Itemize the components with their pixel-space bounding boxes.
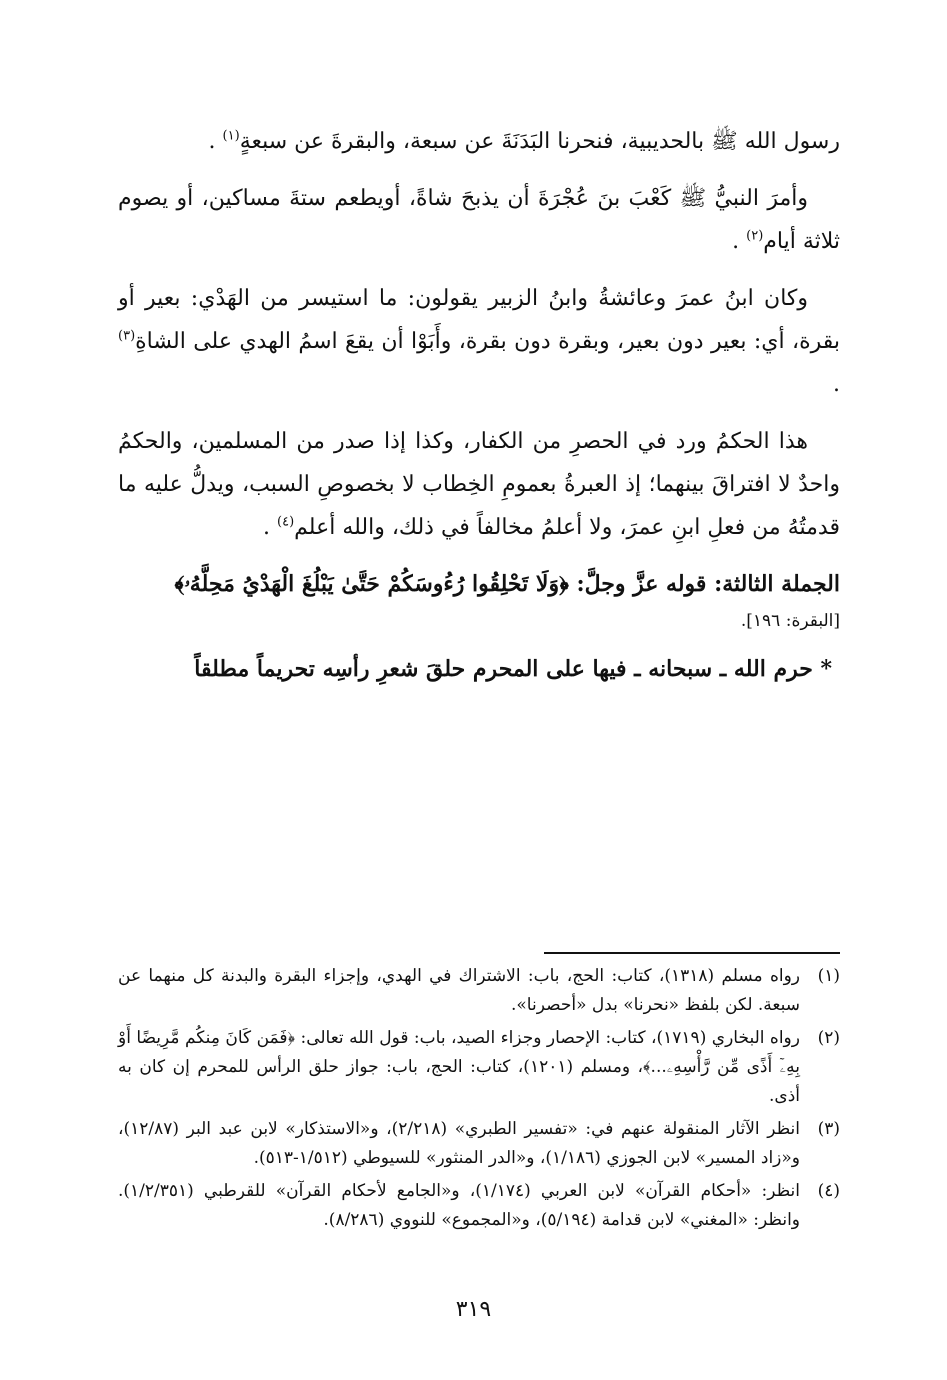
section-heading: الجملة الثالثة: قوله عزَّ وجلَّ: ﴿وَلَا تَحْلِقُوا رُءُوسَكُمْ حَتَّىٰ يَبْلُغَ الْهَدْيُ مَحِلَّهُۥ﴾ [174, 571, 840, 597]
paragraph-3-text: وكان ابنُ عمرَ وعائشةُ وابنُ الزبير يقولون: ما استيسر من الهَدْي: بعير أو بقرة، أي: بعير دون بعير، وبقرة دون بقرة، وأَبَوْا أن يقعَ اسمُ الهدي على الشاةِ [118, 286, 840, 354]
footnote-2 [118, 1024, 840, 1111]
footnote-number: (١) [817, 966, 840, 986]
paragraph-4-text: هذا الحكمُ ورد في الحصرِ من الكفار، وكذا إذا صدر من المسلمين، والحكمُ واحدٌ لا افتراقَ بينهما؛ إذ العبرةُ بعمومِ الخِطاب لا بخصوصِ السبب، ويدلُّ عليه ما قدمتُهُ من فعلِ ابنِ عمرَ، ولا أعلمُ مخالفاً في ذلك، والله أعلم [118, 429, 840, 540]
page-number: ٣١٩ [455, 1297, 492, 1322]
footnote-number: (٤) [817, 1181, 840, 1201]
footnote-text: انظر: «أحكام القرآن» لابن العربي (١/١٧٤)، و«الجامع لأحكام القرآن» للقرطبي (١/٢/٣٥١). وانظر: «المغني» لابن قدامة (٥/١٩٤)، و«المجموع» للنووي (٨/٢٨٦). [118, 1181, 800, 1230]
paragraph-4: هذا الحكمُ ورد في الحصرِ من الكفار، وكذا إذا صدر من المسلمين، والحكمُ واحدٌ لا افتراقَ بينهما؛ إذ العبرةُ بعمومِ الخِطاب لا بخصوصِ السبب، ويدلُّ عليه ما قدمتُهُ من فعلِ ابنِ عمرَ، ولا أعلمُ مخالفاً في ذلك، والله أعلم$^{(٤)}$ . [118, 429, 840, 540]
footnote-text: انظر الآثار المنقولة عنهم في: «تفسير الطبري» (٢/٢١٨)، و«الاستذكار» لابن عبد البر (١٢/٨٧)، و«زاد المسير» لابن الجوزي (١/١٨٦)، و«الدر المنثور» للسيوطي (١/٥١٢-٥١٣). [118, 1119, 800, 1168]
footnote-4 [118, 1177, 840, 1235]
sub-heading: * حرم الله ـ سبحانه ـ فيها على المحرم حلقَ شعرِ رأسِه تحريماً مطلقاً [194, 656, 832, 682]
quran-reference: [البقرة: ١٩٦]. [740, 611, 840, 631]
footnote-ref-2[interactable]: (٢) [746, 228, 764, 244]
footnote-3 [118, 1115, 840, 1173]
footnote-ref-1[interactable]: (١) [222, 128, 240, 144]
footnote-1 [118, 962, 840, 1020]
paragraph-2-text: وأمرَ النبيُّ ﷺ كَعْبَ بنَ عُجْرَةَ أن يذبحَ شاةً، أويطعم ستةَ مساكين، أو يصوم ثلاثة أيام [118, 186, 840, 254]
footnote-separator [544, 952, 840, 954]
footnotes [118, 962, 840, 1239]
footnote-number: (٣) [817, 1119, 840, 1139]
paragraph-1-text: رسول الله ﷺ بالحديبية، فنحرنا البَدَنَةَ عن سبعة، والبقرةَ عن سبعةٍ [239, 129, 840, 154]
footnote-text: رواه مسلم (١٣١٨)، كتاب: الحج، باب: الاشتراك في الهدي، وإجزاء البقرة والبدنة كل منهما عن سبعة. لكن بلفظ «نحرنا» بدل «أحصرنا». [118, 966, 800, 1015]
footnote-text: رواه البخاري (١٧١٩)، كتاب: الإحصار وجزاء الصيد، باب: قول الله تعالى: ﴿فَمَن كَانَ مِنكُم مَّرِيضًا أَوْ بِهِۦٓ أَذًى مِّن رَّأْسِهِۦ...﴾، ومسلم (١٢٠١)، كتاب: الحج، باب: جواز حلق الرأس للمحرم إن كان به أذى. [118, 1028, 800, 1106]
page-body [118, 120, 840, 1230]
footnote-ref-3[interactable]: (٣) [118, 328, 136, 344]
paragraph-3: وكان ابنُ عمرَ وعائشةُ وابنُ الزبير يقولون: ما استيسر من الهَدْي: بعير أو بقرة، أي: بعير دون بعير، وبقرة دون بقرة، وأَبَوْا أن يقعَ اسمُ الهدي على الشاةِ$^{(٣)}$ . [118, 286, 840, 397]
footnote-number: (٢) [817, 1028, 840, 1048]
paragraph-2: وأمرَ النبيُّ ﷺ كَعْبَ بنَ عُجْرَةَ أن يذبحَ شاةً، أويطعم ستةَ مساكين، أو يصوم ثلاثة أيام$^{(٢)}$ . [118, 186, 840, 254]
paragraph-1: رسول الله ﷺ بالحديبية، فنحرنا البَدَنَةَ عن سبعة، والبقرةَ عن سبعةٍ$^{(١)}$ . [208, 128, 840, 154]
footnote-ref-4[interactable]: (٤) [277, 514, 295, 530]
